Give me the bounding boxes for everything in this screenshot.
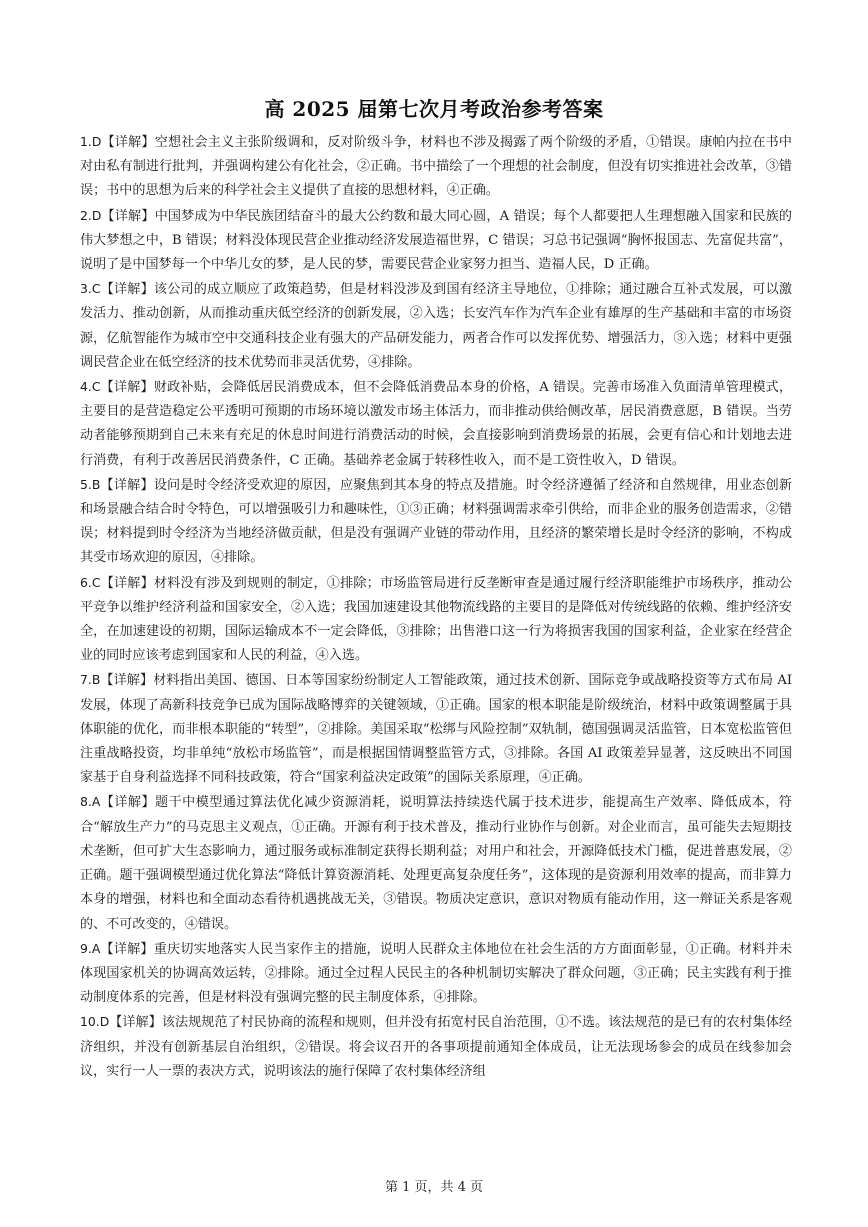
answer-item-10 [80,1010,792,1084]
answer-item-4 [80,375,792,473]
answer-number: 4.C [80,379,101,395]
page-footer: 第 1 页，共 4 页 [384,1180,484,1195]
answer-tag: 【详解】 [100,795,156,811]
answer-text: 财政补贴，会降低居民消费成本，但不会降低消费品本身的价格，A 错误。完善市场准入负面清单管理模式，主要目的是营造稳定公平透明可预期的市场环境以激发市场主体活力，而非推动供给侧改革，居民消费意愿，B 错误。当劳动者能够预期到自己未来有充足的休息时间进行消费活动的时候，会直接影响到消费场景的拓展，会更有信心和计划地去进行消费，有利于改善居民消费条件，C 正确。基础养老金属于转移性收入，而不是工资性收入，D 错误。 [80,380,793,468]
answer-tag: 【详解】 [100,673,154,689]
page-title: 高 2025 届第七次月考政治参考答案 [264,97,604,121]
answer-item-6 [80,571,792,669]
answer-text: 该法规规范了村民协商的流程和规则，但并没有拓宽村民自治范围，①不选。该法规范的是已有的农村集体经济组织，并没有创新基层自治组织，②错误。将会议召开的各事项提前通知全体成员，让无法现场参会的成员在线参加会议，实行一人一票的表决方式，说明该法的施行保障了农村集体经济组 [80,1015,793,1079]
answer-number: 8.A [80,794,101,810]
answer-number: 7.B [80,672,101,688]
answer-tag: 【详解】 [109,1015,162,1031]
answer-tag: 【详解】 [100,941,154,957]
answer-text: 该公司的成立顺应了政策趋势，但是材料没涉及到国有经济主导地位，①排除；通过融合互补式发展，可以激发活力、推动创新，从而推动重庆低空经济的创新发展，②入选；长安汽车作为汽车企业有雄厚的生产基础和丰富的市场资源，亿航智能作为城市空中交通科技企业有强大的产品研发能力，两者合作可以发挥优势、增强活力，③入选；材料中更强调民营企业在低空经济的技术优势而非灵活优势，④排除。 [80,282,793,370]
answer-text: 材料指出美国、德国、日本等国家纷纷制定人工智能政策，通过技术创新、国际竞争或战略投资等方式布局 AI 发展，体现了高新科技竞争已成为国际战略博弈的关键领域，①正确。国家的根本职能是阶级统治，材料中政策调整属于具体职能的优化，而非根本职能的“转型”，②排除。美国采取“松绑与风险控制”双轨制，德国强调灵活监管，日本宽松监管但注重战略投资，均非单纯“放松市场监管”，而是根据国情调整监管方式，③排除。各国 AI 政策差异显著，这反映出不同国家基于自身利益选择不同科技政策，符合“国家利益决定政策”的国际关系原理，④正确。 [80,673,792,786]
answer-item-1 [80,130,792,204]
answer-text: 题干中模型通过算法优化减少资源消耗，说明算法持续迭代属于技术进步，能提高生产效率、降低成本，符合“解放生产力”的马克思主义观点，①正确。开源有利于技术普及，推动行业协作与创新。对企业而言，虽可能失去短期技术垄断，但可扩大生态影响力，通过服务或标准制定获得长期利益；对用户和社会，开源降低技术门槛，促进普惠发展，②正确。题干强调模型通过优化算法“降低计算资源消耗、处理更高复杂度任务”，这体现的是资源利用效率的提高，而非算力本身的增强，材料也和全面动态看待机遇挑战无关，③错误。物质决定意识，意识对物质有能动作用，这一辩证关系是客观的、不可改变的，④错误。 [80,795,792,932]
answer-tag: 【详解】 [100,380,154,396]
answer-item-7 [80,668,792,790]
answer-item-3 [80,277,792,375]
answer-tag: 【详解】 [100,477,154,493]
answer-text: 中国梦成为中华民族团结奋斗的最大公约数和最大同心圆，A 错误；每个人都要把人生理想融入国家和民族的伟大梦想之中，B 错误；材料没体现民营企业推动经济发展造福世界，C 错误；习总书记强调“胸怀报国志、先富促共富”，说明了是中国梦每一个中华儿女的梦，是人民的梦，需要民营企业家努力担当、造福人民，D 正确。 [80,208,792,273]
answer-number: 5.B [80,476,101,492]
answer-list [80,130,792,1084]
answer-item-5 [80,473,792,571]
answer-text: 重庆切实地落实人民当家作主的措施，说明人民群众主体地位在社会生活的方方面面彰显，①正确。材料并未体现国家机关的协调高效运转，②排除。通过全过程人民民主的各种机制切实解决了群众问题，③正确；民主实践有利于推动制度体系的完善，但是材料没有强调完整的民主制度体系，④排除。 [80,941,793,1006]
answer-text: 设问是时令经济受欢迎的原因，应聚焦到其本身的特点及措施。时令经济遵循了经济和自然规律，用业态创新和场景融合结合时令特色，可以增强吸引力和趣味性，①③正确；材料强调需求牵引供给，而非企业的服务创造需求，②错误；材料提到时令经济为当地经济做贡献，但是没有强调产业链的带动作用，且经济的繁荣增长是时令经济的影响，不构成其受市场欢迎的原因，④排除。 [80,477,793,566]
answer-number: 2.D [80,207,102,223]
answer-item-9 [80,937,792,1011]
answer-number: 6.C [80,574,101,590]
answer-number: 3.C [80,281,101,297]
answer-tag: 【详解】 [100,282,154,298]
answer-text: 材料没有涉及到规则的制定，①排除；市场监管局进行反垄断审查是通过履行经济职能维护市场秩序，推动公平竞争以维护经济利益和国家安全，②入选；我国加速建设其他物流线路的主要目的是降低对传统线路的依赖、维护经济安全，在加速建设的初期，国际运输成本不一定会降低，③排除；出售港口这一行为将损害我国的国家利益，企业家在经营企业的同时应该考虑到国家和人民的利益，④入选。 [80,575,793,664]
answer-tag: 【详解】 [100,575,154,591]
answer-tag: 【详解】 [101,208,155,224]
answer-number: 1.D [80,134,102,149]
answer-text: 空想社会主义主张阶级调和，反对阶级斗争，材料也不涉及揭露了两个阶级的矛盾，①错误。康帕内拉在书中对由私有制进行批判，并强调构建公有化社会，②正确。书中描绘了一个理想的社会制度，但没有切实推进社会改革，③错误；书中的思想为后来的科学社会主义提供了直接的思想材料，④正确。 [80,135,792,199]
answer-tag: 【详解】 [101,135,155,150]
answer-number: 9.A [80,940,101,956]
answer-number: 10.D [80,1014,110,1030]
answer-item-8 [80,790,792,936]
answer-item-2 [80,204,792,278]
